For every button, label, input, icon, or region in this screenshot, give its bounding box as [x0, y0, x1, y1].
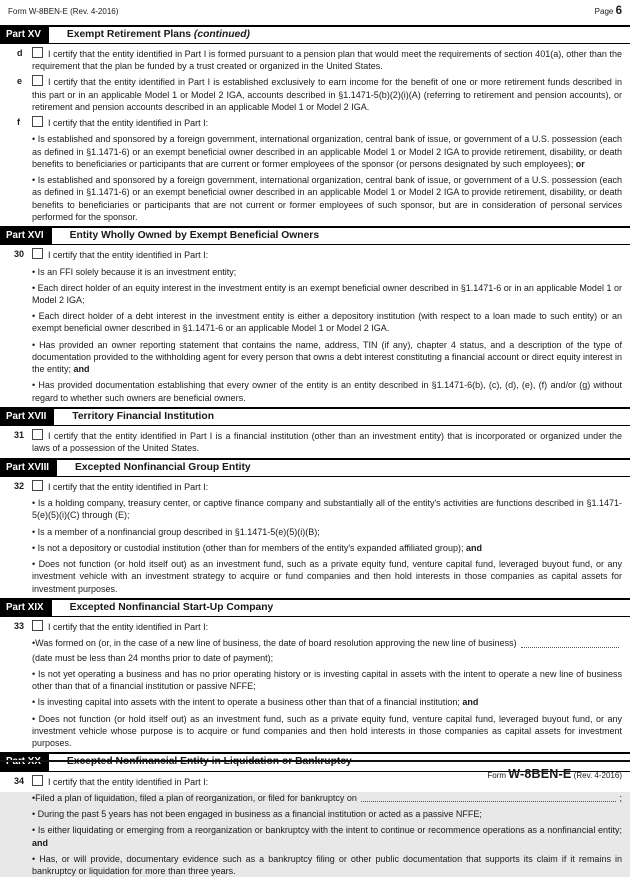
- item-33-text: I certify that the entity identified in Part I:: [48, 622, 209, 633]
- item-15f-bullet-1: [32, 133, 622, 170]
- checkbox-15d[interactable]: [32, 47, 43, 58]
- item-30-bullet-3: [32, 310, 622, 334]
- bullet-bold-word: and: [465, 542, 482, 553]
- item-33-bullet-1-continuation: (date must be less than 24 months prior to date of payment);: [32, 652, 274, 663]
- footer-rev-label: (Rev. 4-2016): [573, 771, 622, 780]
- bullet-text: • Filed a plan of liquidation, filed a plan of reorganization, or filed for bankruptcy on: [35, 792, 357, 803]
- item-30-bullet-2: [32, 282, 622, 306]
- bullet-text: During the past 5 years has not been engaged in business as a financial institution or acted as a passive NFFE;: [37, 809, 482, 820]
- item-15e-label: e: [17, 76, 23, 87]
- item-33-bullet-4: [32, 713, 622, 750]
- bankruptcy-date-fill-field[interactable]: [361, 792, 617, 802]
- part-xviii-title: Excepted Nonfinancial Group Entity: [75, 461, 251, 473]
- item-32-text: I certify that the entity identified in Part I:: [48, 481, 209, 492]
- part-xix-title: Excepted Nonfinancial Start-Up Company: [69, 601, 274, 613]
- footer-rule: [0, 760, 630, 762]
- item-32-label: 32: [14, 480, 25, 491]
- part-xviii-header: [0, 458, 630, 477]
- bullet-text-after-fill: ;: [619, 792, 622, 803]
- bullet-text: Is established and sponsored by a foreign government, international organization, central bank of issue, or government of a U.S. possession (each as defined in §1.1471-6) or an exempt beneficial owner described in an applicable Model 1 or Model 2 IGA to provide retirement, disability, or death benefits to beneficiaries or participants that are not current or former employees of such sponsor, but are in consideration of personal services performed for the sponsor.: [32, 175, 623, 222]
- item-15f-bullet-2: [32, 174, 622, 223]
- bullet-text: Each direct holder of an equity interest in the investment entity is an exempt beneficial owner described in §1.1471-6 or in an applicable Model 1 or Model 2 IGA;: [32, 282, 622, 305]
- part-xv-title-note: (continued): [193, 28, 250, 40]
- item-30-bullet-1: [32, 266, 622, 278]
- part-xv-title: Exempt Retirement Plans (continued): [66, 28, 250, 40]
- checkbox-32[interactable]: [32, 480, 43, 491]
- bullet-bold-word: and: [462, 697, 479, 708]
- checkbox-15e[interactable]: [32, 75, 43, 86]
- bullet-text: Each direct holder of a debt interest in the investment entity is either a depository institution (with respect to a loan made to such entity) or an exempt beneficial owner described in §1.1471-6 or an applicable Model 1 or Model 2 IGA.: [32, 311, 622, 334]
- item-33: [14, 620, 622, 633]
- bullet-text: Is not a depository or custodial institution (other than for members of the entity's expanded affiliated group);: [37, 542, 466, 553]
- part-xviii-badge: Part XVIII: [0, 460, 57, 476]
- page-number-value: 6: [615, 5, 622, 17]
- bullet-bold-word: or: [575, 158, 585, 169]
- part-xv-badge: Part XV: [0, 27, 49, 43]
- bullet-text: Does not function (or hold itself out) as an investment fund, such as a private equity fund, venture capital fund, leveraged buyout fund, or any investment vehicle whose purpose is to acquire or fund companies and then hold interests in those companies as capital assets for investment purposes.: [32, 713, 622, 749]
- part-xvi-title: Entity Wholly Owned by Exempt Beneficial Owners: [69, 229, 320, 241]
- bullet-text: Does not function (or hold itself out) as an investment fund, such as a private equity fund, venture capital fund, leveraged buyout fund, or any investment vehicle with an investment strategy to acquire or fund companies and then hold interests in those companies as capital assets for investment purposes.: [32, 559, 622, 594]
- item-30-bullet-5: [32, 379, 622, 403]
- part-xix-badge: Part XIX: [0, 600, 52, 616]
- page-label: Page: [594, 7, 614, 16]
- item-34-bullet-3: [32, 824, 622, 848]
- part-xvii-title: Territory Financial Institution: [72, 410, 214, 422]
- item-33-bullet-2: [32, 668, 622, 692]
- part-xvii-header: [0, 407, 630, 426]
- checkbox-15f[interactable]: [32, 116, 43, 127]
- checkbox-31[interactable]: [32, 429, 43, 440]
- bullet-text: Has provided documentation establishing that every owner of the entity is an entity described in §1.1471-6(b), (c), (d), (e), (f) and/or (g) without regard to whether such owners are beneficial owners.: [32, 380, 623, 403]
- item-32-bullet-1: [32, 497, 622, 521]
- item-30-label: 30: [14, 249, 25, 260]
- item-15d-text: I certify that the entity identified in Part I is formed pursuant to a pension plan that would meet the requirements of section 401(a), other than the requirement that the plan be funded by a trust created or organized in the United States.: [32, 48, 622, 72]
- page-footer: [487, 766, 622, 783]
- part-xvii-badge: Part XVII: [0, 409, 54, 425]
- page-number: [595, 4, 622, 20]
- item-32: [14, 480, 622, 493]
- bullet-text: Is not yet operating a business and has no prior operating history or is investing capital in assets with the intent to operate a new line of business other than that of a financial institution or passive NFFE;: [32, 668, 622, 692]
- bullet-text: Has, or will provide, documentary evidence such as a bankruptcy filing or other public documentation that supports its claim if it remains in bankruptcy or liquidation for more than three years.: [32, 853, 622, 876]
- checkbox-34[interactable]: [32, 775, 43, 786]
- item-32-bullet-2: [32, 526, 622, 538]
- item-15d-label: d: [17, 47, 23, 58]
- bullet-bold-word: and: [73, 364, 90, 375]
- item-15d: [17, 47, 622, 72]
- part-xv-header: [0, 25, 630, 44]
- item-32-bullet-3: [32, 542, 622, 554]
- item-30-text: I certify that the entity identified in Part I:: [48, 250, 209, 261]
- item-34-text: I certify that the entity identified in Part I:: [48, 776, 209, 787]
- footer-form-name: W-8BEN-E: [508, 767, 572, 781]
- item-15f-text: I certify that the entity identified in Part I:: [48, 118, 209, 129]
- item-15f-label: f: [17, 117, 20, 128]
- item-15f: [17, 116, 622, 129]
- formation-date-fill-field[interactable]: [521, 638, 619, 648]
- item-15e-text: I certify that the entity identified in Part I is established exclusively to earn income for the benefit of one or more retirement funds described in this part or in an applicable Model 1 or Model 2 IGA, accounts described in §1.1471-5(b)(2)(i)(A) (referring to retirement and pension accounts), or retirement and pension accounts described in an applicable Model 1 or Model 2 IGA.: [32, 77, 622, 112]
- part-xx-title: Excepted Nonfinancial Entity in Liquidation or Bankruptcy: [66, 756, 352, 768]
- bullet-bold-word: and: [32, 837, 49, 848]
- bullet-text: Is an FFI solely because it is an investment entity;: [37, 266, 237, 277]
- checkbox-30[interactable]: [32, 248, 43, 259]
- form-id-text: Form W-8BEN-E (Rev. 4-2016): [8, 7, 119, 16]
- part-xvi-badge: Part XVI: [0, 228, 52, 244]
- item-30: [14, 248, 622, 261]
- checkbox-33[interactable]: [32, 620, 43, 631]
- part-xix-header: [0, 598, 630, 617]
- part-xvi-header: [0, 226, 630, 245]
- item-34-bullet-1: [32, 792, 622, 804]
- item-33-label: 33: [14, 621, 25, 632]
- bullet-text: Has provided an owner reporting statement that contains the name, address, TIN (if any), chapter 4 status, and a description of the type of documentation provided to the withholding agent for every person that owns a debt interest constituting a financial account or direct equity interest in the entity;: [32, 339, 623, 375]
- item-31-text: I certify that the entity identified in Part I is a financial institution (other than an investment entity) that is incorporated or organized under the laws of a possession of the United States.: [32, 431, 622, 454]
- part-xx-badge: Part XX: [0, 754, 49, 770]
- item-30-bullet-4: [32, 339, 622, 376]
- item-34-bullet-2: [32, 808, 622, 820]
- bullet-text: Is investing capital into assets with the intent to operate a business other than that of a financial institution;: [37, 697, 463, 708]
- bullet-text: Is a holding company, treasury center, or captive finance company and substantially all of the entity's activities are functions described in §1.1471-5(e)(5)(i)(C) through (E);: [32, 498, 622, 521]
- item-32-bullet-4: [32, 558, 622, 595]
- bullet-text: Is established and sponsored by a foreign government, international organization, central bank of issue, or government of a U.S. possession (each as defined in §1.1471-6) or an exempt beneficial owner described in an applicable Model 1 or Model 2 IGA to provide retirement, disability, or death benefits to beneficiaries or participants that are current or former employees of the sponsor (or persons designated by such employees);: [32, 134, 623, 169]
- bullet-text: Is either liquidating or emerging from a reorganization or bankruptcy with the intent to continue or recommence operations as a nonfinancial entity;: [37, 825, 622, 836]
- item-34-bullet-4: [32, 853, 622, 877]
- bullet-text: Is a member of a nonfinancial group described in §1.1471-5(e)(5)(i)(B);: [37, 526, 320, 537]
- item-33-bullet-1: [32, 637, 622, 649]
- item-31: [14, 429, 622, 454]
- item-15e: [17, 75, 622, 113]
- bullet-text: • Was formed on (or, in the case of a new line of business, the date of board resolution approving the new line of business): [35, 638, 517, 649]
- page-header: [0, 0, 630, 22]
- footer-form-label: Form: [487, 771, 507, 780]
- item-33-bullet-3: [32, 696, 622, 708]
- item-34-label: 34: [14, 775, 25, 786]
- item-31-label: 31: [14, 430, 25, 441]
